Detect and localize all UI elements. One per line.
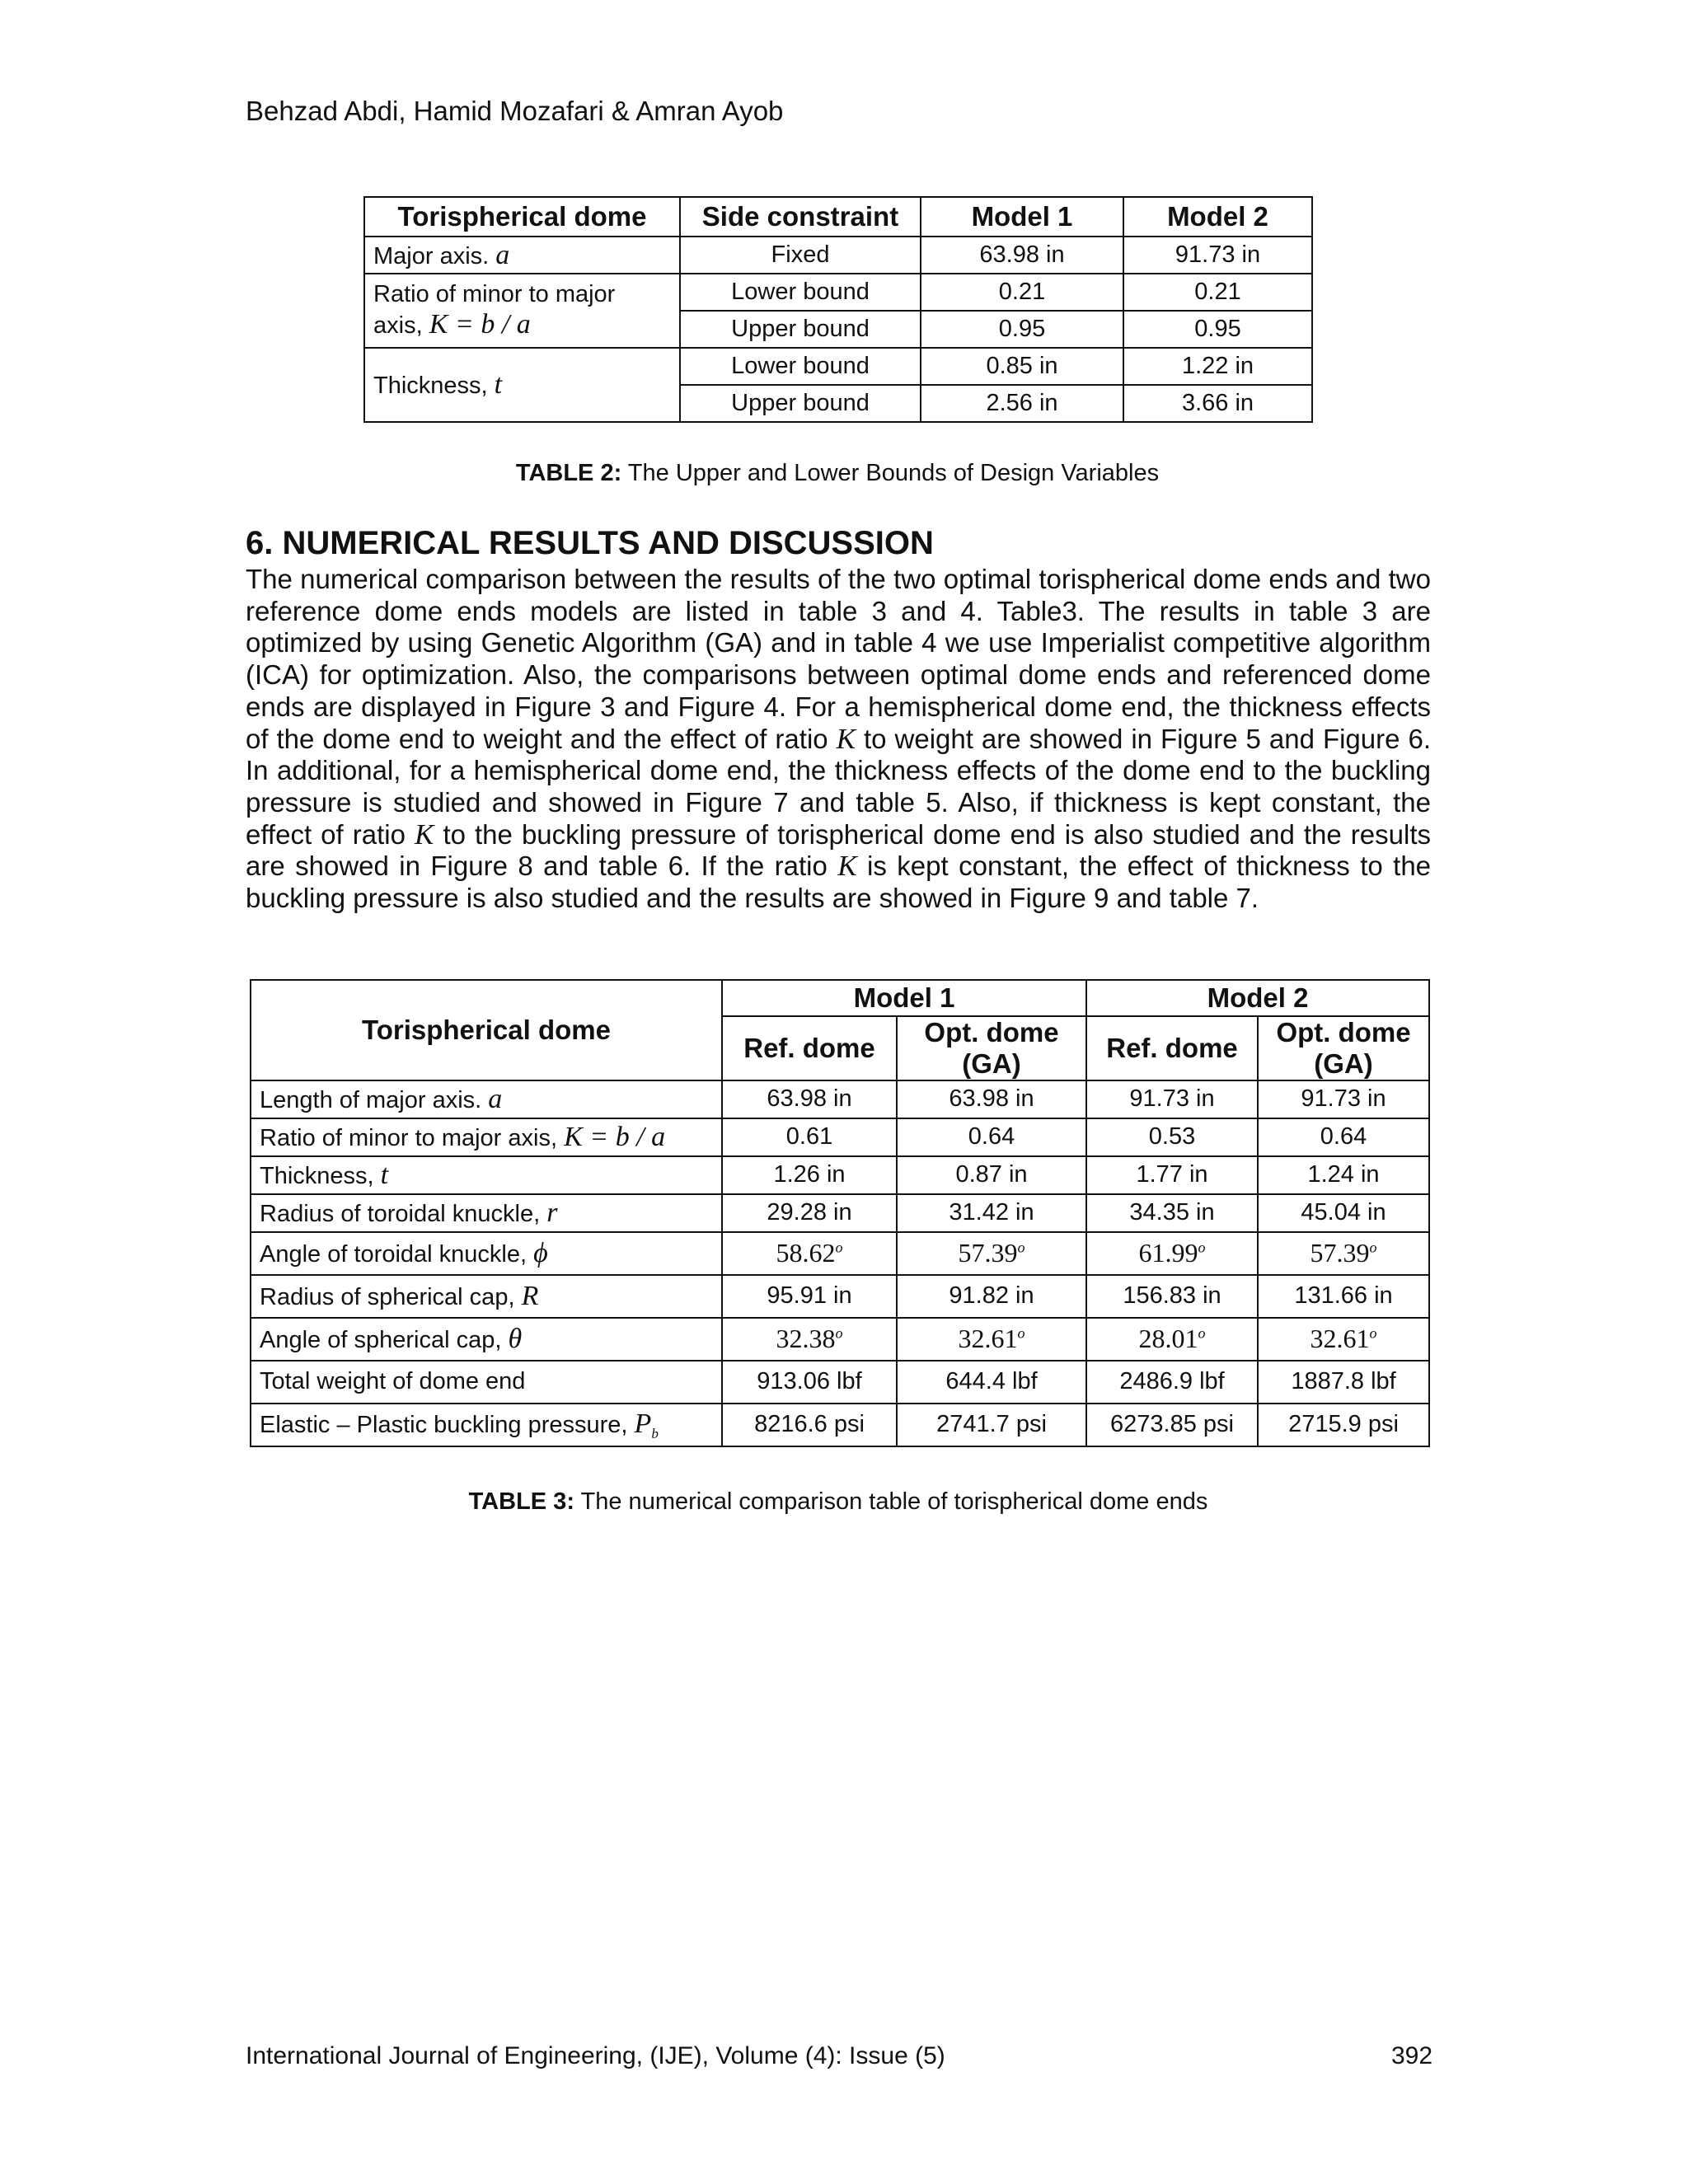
- table-row: [251, 1080, 1429, 1118]
- angle-value: 32.61: [958, 1324, 1018, 1354]
- row-label-major-axis: [364, 237, 680, 274]
- caption-label: TABLE 2:: [515, 460, 622, 486]
- cell-model-1: 0.85 in: [921, 348, 1123, 385]
- table-design-variable-bounds: [363, 196, 1313, 423]
- table-row: [251, 1118, 1429, 1156]
- cell-model-1: 63.98 in: [921, 237, 1123, 274]
- cell-value: 0.53: [1086, 1118, 1258, 1156]
- angle-value: 32.61: [1310, 1324, 1370, 1354]
- col-header-torispherical-dome: Torispherical dome: [251, 980, 722, 1080]
- cell-model-2: 0.95: [1123, 311, 1312, 348]
- cell-value: 644.4 lbf: [897, 1361, 1086, 1404]
- col-header-opt-dome: Opt. dome (GA): [897, 1016, 1086, 1080]
- label-text: Elastic – Plastic buckling pressure,: [260, 1412, 628, 1439]
- angle-value: 57.39: [1310, 1238, 1370, 1268]
- cell-model-1: 2.56 in: [921, 385, 1123, 422]
- math-symbol: a: [488, 1084, 503, 1115]
- col-header-model-1: Model 1: [921, 197, 1123, 237]
- cell-constraint: Lower bound: [680, 348, 921, 385]
- cell-value: 0.87 in: [897, 1156, 1086, 1194]
- label-text: Ratio of minor to major: [373, 280, 616, 307]
- cell-constraint: Upper bound: [680, 385, 921, 422]
- math-symbol: R: [521, 1281, 539, 1312]
- cell-value: 91.73 in: [1086, 1080, 1258, 1118]
- paragraph-text: to the buckling pressure of torispherical dome end is also studied and the results are showed in Figure 8 and table 6. If the ratio: [246, 818, 1432, 882]
- table-row: [364, 274, 1312, 311]
- cell-value: 0.64: [1258, 1118, 1429, 1156]
- footer-journal: International Journal of Engineering, (IJE), Volume (4): Issue (5): [246, 2042, 945, 2069]
- symbol-k: K: [415, 818, 434, 851]
- math-symbol: r: [546, 1197, 558, 1229]
- cell-value: 1.26 in: [722, 1156, 897, 1194]
- cell-model-2: 91.73 in: [1123, 237, 1312, 274]
- table-numerical-comparison: [250, 979, 1430, 1447]
- cell-constraint: Fixed: [680, 237, 921, 274]
- math-symbol: ϕ: [533, 1238, 548, 1269]
- running-header-authors: Behzad Abdi, Hamid Mozafari & Amran Ayob: [246, 96, 784, 126]
- table-row: [251, 1318, 1429, 1361]
- symbol-k: K: [836, 722, 856, 755]
- angle-value: 28.01: [1138, 1324, 1198, 1354]
- table-row: [364, 237, 1312, 274]
- paragraph-text: is kept constant, the effect of thickness to the buckling pressure is also studied and the results are showed in Figure 9 and table 7.: [246, 851, 1432, 914]
- cell-value: 131.66 in: [1258, 1275, 1429, 1318]
- cell-value: [1086, 1318, 1258, 1361]
- table-header-row: [364, 197, 1312, 237]
- cell-value: 91.73 in: [1258, 1080, 1429, 1118]
- col-header-side-constraint: Side constraint: [680, 197, 921, 237]
- math-symbol: θ: [508, 1324, 523, 1355]
- cell-constraint: Lower bound: [680, 274, 921, 311]
- cell-value: [1086, 1232, 1258, 1275]
- degree-mark: o: [1017, 1239, 1025, 1256]
- cell-constraint: Upper bound: [680, 311, 921, 348]
- math-symbol: t: [380, 1160, 389, 1191]
- cell-value: [897, 1232, 1086, 1275]
- cell-value: 29.28 in: [722, 1194, 897, 1232]
- symbol-k: K: [837, 850, 857, 883]
- math-symbol: P: [634, 1408, 652, 1440]
- cell-value: 34.35 in: [1086, 1194, 1258, 1232]
- cell-value: 2486.9 lbf: [1086, 1361, 1258, 1404]
- cell-value: 0.61: [722, 1118, 897, 1156]
- row-label: [251, 1318, 722, 1361]
- cell-value: [722, 1232, 897, 1275]
- degree-mark: o: [1369, 1239, 1377, 1256]
- cell-value: 63.98 in: [722, 1080, 897, 1118]
- math-symbol: K = b / a: [564, 1122, 666, 1153]
- label-text: Length of major axis.: [260, 1087, 482, 1114]
- label-text: axis,: [373, 312, 423, 340]
- row-label: [251, 1361, 722, 1404]
- page-number: 392: [1391, 2042, 1433, 2069]
- table-row: [251, 1194, 1429, 1232]
- cell-value: 63.98 in: [897, 1080, 1086, 1118]
- body-paragraph: [246, 564, 1431, 915]
- row-label-ratio: [364, 274, 680, 348]
- degree-mark: o: [835, 1239, 843, 1256]
- cell-value: 1.24 in: [1258, 1156, 1429, 1194]
- table-3-caption: [246, 1488, 1431, 1516]
- symbol-t: t: [494, 369, 503, 401]
- cell-value: 45.04 in: [1258, 1194, 1429, 1232]
- label-text: Radius of toroidal knuckle,: [260, 1201, 541, 1228]
- symbol-a: a: [495, 239, 510, 270]
- table-2-caption: [363, 460, 1311, 487]
- symbol-k-ratio: K = b / a: [429, 309, 531, 340]
- cell-model-2: 0.21: [1123, 274, 1312, 311]
- cell-value: 6273.85 psi: [1086, 1404, 1258, 1446]
- label-text: Thickness,: [260, 1163, 374, 1190]
- table-body: [251, 1080, 1429, 1446]
- cell-model-2: 3.66 in: [1123, 385, 1312, 422]
- cell-value: 2741.7 psi: [897, 1404, 1086, 1446]
- table-row: [251, 1361, 1429, 1404]
- label-text: Angle of spherical cap,: [260, 1327, 502, 1354]
- degree-mark: o: [835, 1324, 843, 1342]
- row-label-thickness: [364, 348, 680, 422]
- degree-mark: o: [1369, 1324, 1377, 1342]
- cell-value: 2715.9 psi: [1258, 1404, 1429, 1446]
- col-header-model-2: Model 2: [1123, 197, 1312, 237]
- col-header-model-2: Model 2: [1086, 980, 1429, 1016]
- angle-value: 32.38: [776, 1324, 836, 1354]
- cell-value: [1258, 1232, 1429, 1275]
- degree-mark: o: [1198, 1239, 1206, 1256]
- col-header-opt-dome: Opt. dome (GA): [1258, 1016, 1429, 1080]
- row-label: [251, 1118, 722, 1156]
- cell-value: [722, 1318, 897, 1361]
- paragraph-text: The numerical comparison between the results of the two optimal torispherical dome ends and two reference dome ends models are listed in table 3 and 4. Table3. The results in table 3 are optimized by using Genetic Algorithm (GA) and in table 4 we use Imperialist competitive algorithm (ICA) for optimization. Also, the comparisons between optimal dome ends and referenced dome ends are displayed in Figure 3 and Figure 4. For a hemispherical dome end, the thickness effects of the dome end to weight and the effect of ratio: [246, 564, 1431, 754]
- cell-model-1: 0.95: [921, 311, 1123, 348]
- table-row: [251, 1232, 1429, 1275]
- cell-value: 8216.6 psi: [722, 1404, 897, 1446]
- row-label: [251, 1232, 722, 1275]
- row-label: [251, 1275, 722, 1318]
- caption-text: The Upper and Lower Bounds of Design Variables: [627, 460, 1160, 486]
- col-header-ref-dome: Ref. dome: [1086, 1016, 1258, 1080]
- col-header-model-1: Model 1: [722, 980, 1086, 1016]
- table-row: [251, 1404, 1429, 1446]
- angle-value: 57.39: [958, 1238, 1018, 1268]
- table-header-row: [251, 980, 1429, 1016]
- row-label: [251, 1194, 722, 1232]
- angle-value: 61.99: [1138, 1238, 1198, 1268]
- angle-value: 58.62: [776, 1238, 836, 1268]
- paragraph-text: to weight are showed in Figure 5 and Figure 6. In additional, for a hemispherical dome end, the thickness effects of the dome end to the buckling pressure is studied and showed in Figure 7 and table 5. Also, if thickness is kept constant, the effect of ratio: [246, 723, 1432, 850]
- cell-value: 95.91 in: [722, 1275, 897, 1318]
- math-subscript: b: [651, 1426, 659, 1441]
- cell-value: 1887.8 lbf: [1258, 1361, 1429, 1404]
- label-text: Ratio of minor to major axis,: [260, 1125, 558, 1152]
- table-row: [251, 1156, 1429, 1194]
- cell-value: [1258, 1318, 1429, 1361]
- table-row: [364, 348, 1312, 385]
- row-label: [251, 1404, 722, 1446]
- label-text: Angle of toroidal knuckle,: [260, 1241, 528, 1268]
- section-heading: 6. NUMERICAL RESULTS AND DISCUSSION: [246, 525, 934, 561]
- caption-text: The numerical comparison table of torispherical dome ends: [580, 1488, 1208, 1515]
- caption-label: TABLE 3:: [468, 1488, 574, 1515]
- label-text: Thickness,: [373, 373, 488, 400]
- row-label: [251, 1080, 722, 1118]
- row-label: [251, 1156, 722, 1194]
- col-header-ref-dome: Ref. dome: [722, 1016, 897, 1080]
- label-text: Radius of spherical cap,: [260, 1284, 515, 1311]
- degree-mark: o: [1017, 1324, 1025, 1342]
- cell-value: 0.64: [897, 1118, 1086, 1156]
- cell-value: 91.82 in: [897, 1275, 1086, 1318]
- cell-value: 1.77 in: [1086, 1156, 1258, 1194]
- cell-value: 31.42 in: [897, 1194, 1086, 1232]
- label-text: Major axis.: [373, 242, 490, 269]
- cell-model-1: 0.21: [921, 274, 1123, 311]
- table-row: [251, 1275, 1429, 1318]
- degree-mark: o: [1198, 1324, 1206, 1342]
- col-header-torispherical-dome: Torispherical dome: [364, 197, 680, 237]
- cell-value: [897, 1318, 1086, 1361]
- cell-value: 913.06 lbf: [722, 1361, 897, 1404]
- cell-value: 156.83 in: [1086, 1275, 1258, 1318]
- cell-model-2: 1.22 in: [1123, 348, 1312, 385]
- label-text: Total weight of dome end: [260, 1368, 526, 1395]
